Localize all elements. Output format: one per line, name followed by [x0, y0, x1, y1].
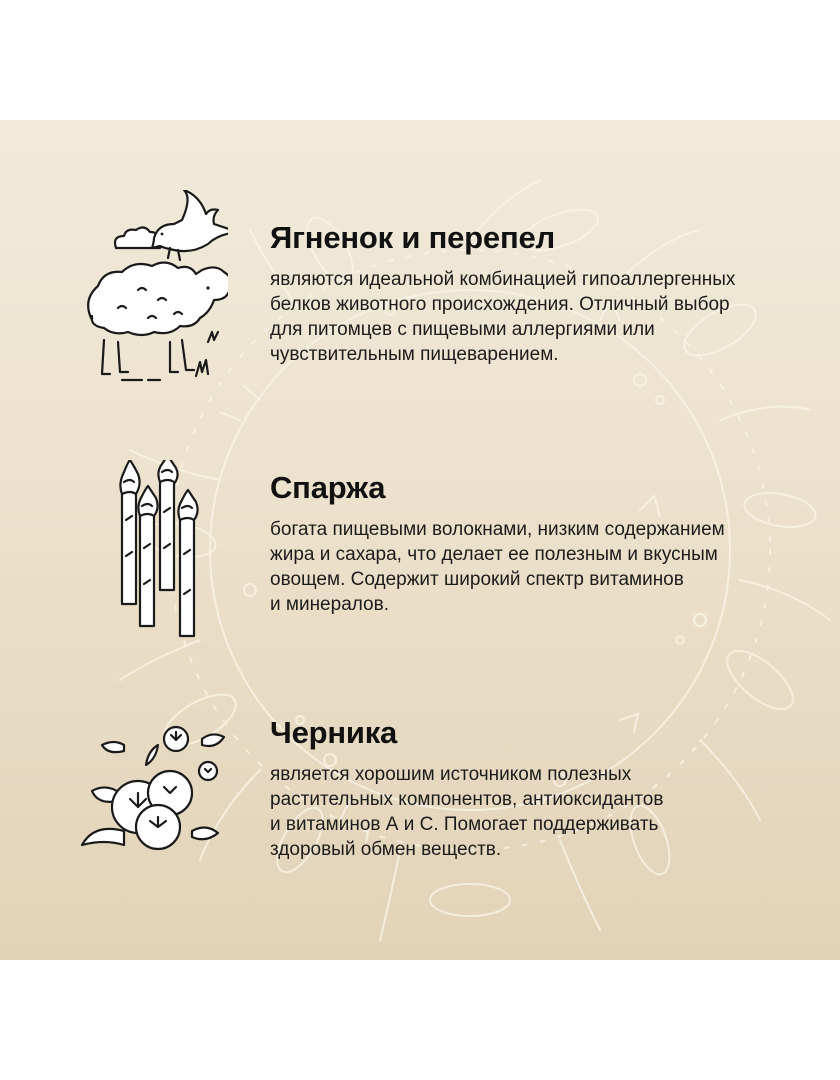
- asparagus-icon: [104, 460, 208, 642]
- description-line: и минералов.: [270, 594, 390, 615]
- description-line: является хорошим источником полезных: [270, 764, 632, 785]
- ingredient-description: [270, 267, 790, 367]
- ingredient-title: Ягненок и перепел: [270, 220, 556, 255]
- description-line: чувствительным пищеварением.: [270, 344, 559, 365]
- description-line: являются идеальной комбинацией гипоаллергенных: [270, 269, 736, 290]
- ingredient-title: Спаржа: [270, 470, 386, 505]
- ingredient-blueberry: [0, 715, 840, 875]
- description-line: и витаминов А и С. Помогает поддерживать: [270, 814, 659, 835]
- content-panel: [0, 120, 840, 960]
- lamb-and-quail-icon: [78, 190, 228, 385]
- description-line: растительных компонентов, антиоксидантов: [270, 789, 664, 810]
- description-line: овощем. Содержит широкий спектр витаминов: [270, 569, 684, 590]
- description-line: жира и сахара, что делает ее полезным и вкусным: [270, 544, 718, 565]
- description-line: белков животного происхождения. Отличный выбор: [270, 294, 730, 315]
- blueberry-icon: [80, 721, 228, 851]
- ingredient-lamb-quail: [0, 190, 840, 410]
- description-line: для питомцев с пищевыми аллергиями или: [270, 319, 655, 340]
- description-line: богата пищевыми волокнами, низким содержанием: [270, 519, 725, 540]
- ingredient-asparagus: [0, 460, 840, 660]
- ingredient-title: Черника: [270, 715, 398, 750]
- ingredient-description: [270, 762, 790, 862]
- description-line: здоровый обмен веществ.: [270, 839, 502, 860]
- ingredient-description: [270, 517, 790, 617]
